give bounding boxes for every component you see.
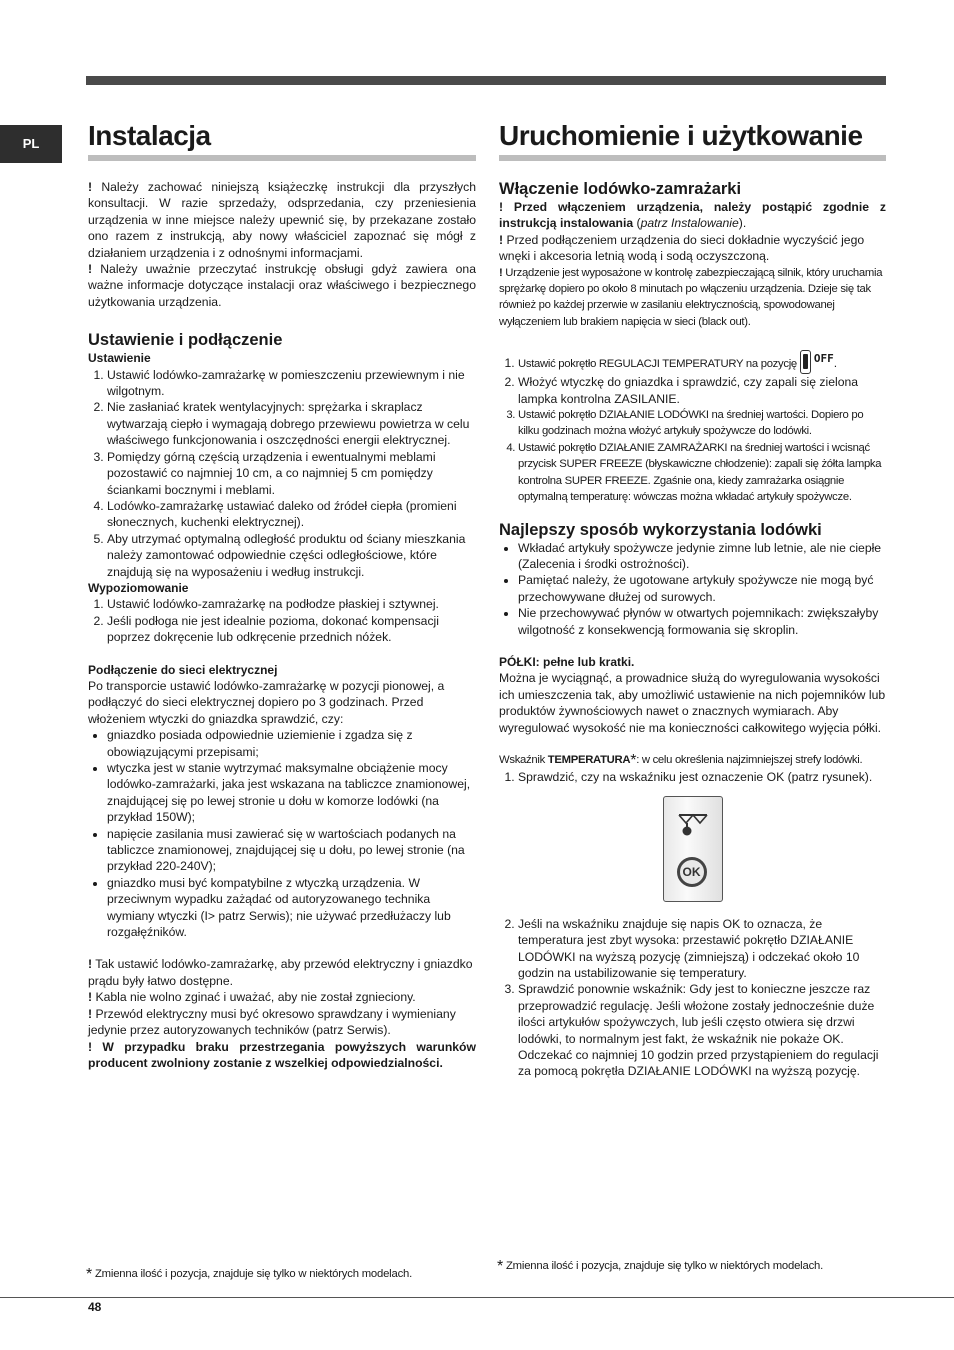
list-item: • gniazdko posiada odpowiednie uziemienie i zgadza się z obowiązującymi przepisami; (107, 727, 476, 760)
list-item: 3. Sprawdzić ponownie wskaźnik: Gdy jest to konieczne jeszcze raz przeprowadzić regulację. Jeśli włożone zostały jednocześnie duże ilości artykułów spożywczych, lub jeśli często otwiera się drzwi lodówki, to normalnym jest fakt, że wskaźnik nie pokaże OK. Odczekać co najmniej 10 godzin przed przystąpieniem do regulacji za pomocą pokrętła DZIAŁANIE LODÓWKI na wyższą pozycję. (518, 981, 886, 1079)
temperature-steps-1 (499, 769, 886, 785)
subheading-ustawienie: Ustawienie (88, 351, 151, 366)
list-item: • wtyczka jest w stanie wytrzymać maksymalne obciążenie mocy lodówko-zamrażarki, jaka jest wskazana na tabliczce znamionowej, znajdującej się po lewej stronie u dołu w komorze lodówki (na przykład 150W); (107, 760, 476, 826)
list-item: 1. Sprawdzić, czy na wskaźniku jest oznaczenie OK (patrz rysunek). (518, 769, 886, 785)
wypoziomowanie-list (88, 596, 476, 645)
list-item: 4. Ustawić pokrętło DZIAŁANIE ZAMRAŻARKI na średniej wartości i wcisnąć przycisk SUPER FREEZE (błyskawiczne chłodzenie): zapali się żółta lampka kontrolna SUPER FREEZE. Zgaśnie ona, kiedy zamrażarka osiągnie optymalną temperaturę: wówczas można wkładać artykuły spożywcze. (518, 440, 886, 506)
temperature-indicator-intro: Wskaźnik TEMPERATURA*: w celu określenia najzimniejszej strefy lodówki. (499, 751, 863, 769)
startup-steps (499, 350, 886, 505)
intro-paragraph-1: ! Należy zachować niniejszą książeczkę instrukcji dla przyszłych konsultacji. W razie sprzedaży, odsprzedania, czy przeniesienia urządzenia w inne miejsce należy upewnić się, by przekazane zostało ono razem z instrukcją, aby nowy właściciel zapoznać się mógł z działaniem urządzenia i z odnośnymi informacjami. (88, 180, 476, 260)
left-column (88, 118, 476, 1071)
heading-wlaczenie: Włączenie lodówko-zamrażarki (499, 180, 742, 198)
list-item: 5. Aby utrzymać optymalną odległość produktu od ściany mieszkania należy zamontować odpowiednie części odległościowe, które znajdują się na wyposażeniu i według instrukcji. (107, 531, 476, 580)
electric-intro: Po transporcie ustawić lodówko-zamrażarkę w pozycji pionowej, a podłączyć do sieci elektrycznej dopiero po 3 godzinach. Przed włożeniem wtyczki do gniazdka sprawdzić, czy: (88, 678, 445, 726)
shelves-paragraph: Można je wyciągnąć, a prowadnice służą do wyregulowania wysokości ich umieszczenia tak, aby umożliwić ustawienie na nich pojemników lub produktów żywnościowych nawet o znacznych wymiarach. Aby wyregulować wysokość nie ma konieczności całkowitego wyjęcia półki. (499, 671, 886, 735)
temperature-indicator-figure (663, 796, 723, 902)
heading-najlepszy-sposob: Najlepszy sposób wykorzystania lodówki (499, 520, 822, 539)
electric-checklist (88, 727, 476, 940)
section-title-uruchomienie: Uruchomienie i użytkowanie (499, 118, 886, 161)
bottom-rule (0, 1297, 954, 1298)
list-item: 4. Lodówko-zamrażarkę ustawiać daleko od źródeł ciepła (promieni słonecznych, kuchenki elektrycznej). (107, 498, 476, 531)
intro-paragraph-2: ! Należy uważnie przeczytać instrukcję obsługi gdyż zawiera ona ważne informacje dotyczące instalacji oraz właściwego i bezpiecznego użytkowania urządzenia. (88, 262, 476, 309)
warning-paragraph: ! Przewód elektryczny musi być okresowo sprawdzany i wymieniany jedynie przez autoryzowanych techników (patrz Serwis). (88, 1006, 456, 1038)
off-label: OFF (813, 352, 834, 366)
list-item: 3. Ustawić pokrętło DZIAŁANIE LODÓWKI na średniej wartości. Dopiero po kilku godzinach można włożyć artykuły spożywcze do lodówki. (518, 407, 886, 440)
section-title-instalacja: Instalacja (88, 118, 476, 161)
warning-paragraph: ! Tak ustawić lodówko-zamrażarkę, aby przewód elektryczny i gniazdko prądu były łatwo dostępne. (88, 957, 473, 988)
footnote-right: * Zmienna ilość i pozycja, znajduje się tylko w niektórych modelach. (497, 1258, 824, 1275)
list-item: • gniazdko musi być kompatybilne z wtyczką urządzenia. W przeciwnym wypadku zażądać od autoryzowanego technika wymiany wtyczki (I> patrz Serwis); nie używać przedłużaczy lub rozgałęźników. (107, 875, 476, 941)
thermostat-knob-icon (800, 350, 811, 374)
right-column (499, 118, 886, 1080)
warning-cleaning: ! Przed podłączeniem urządzenia do sieci dokładnie wyczyścić jego wnęki i akcesoria letnią wodą i sodą oczyszczoną. (499, 232, 865, 264)
ok-symbol-icon: OK (677, 857, 707, 887)
ustawienie-list (88, 367, 476, 580)
top-rule (86, 76, 886, 85)
list-item: • Nie przechowywać płynów w otwartych pojemnikach: zwiększałyby wilgotność z konsekwencją formowania się skroplin. (518, 605, 886, 638)
heading-ustawienie-podlaczenie: Ustawienie i podłączenie (88, 331, 283, 350)
list-item: • napięcie zasilania musi zawierać się w wartościach podanych na tabliczce znamionowej, znajdującej się u dołu, po lewej stronie (na przykład 220-240V); (107, 826, 476, 875)
liability-warning: ! W przypadku braku przestrzegania powyższych warunków producent zwolniony zostanie z wszelkiej odpowiedzialności. (88, 1039, 476, 1070)
list-item: • Pamiętać należy, że ugotowane artykuły spożywcze nie mogą być przechowywane dłużej od surowych. (518, 572, 886, 605)
list-item: 2. Włożyć wtyczkę do gniazdka i sprawdzić, czy zapali się zielona lampka kontrolna ZASILANIE. (518, 374, 886, 407)
warning-paragraph: ! Kabla nie wolno zginać i uważać, aby nie został zgnieciony. (88, 990, 416, 1005)
language-tab: PL (0, 125, 62, 163)
list-item: • Wkładać artykuły spożywcze jedynie zimne lub letnie, ale nie ciepłe (Zalecenia i środki ostrożności). (518, 540, 886, 573)
list-item: 2. Jeśli na wskaźniku znajduje się napis OK to oznacza, że temperatura jest zbyt wysoka: przestawić pokrętło DZIAŁANIE LODÓWKI na wyższą pozycję (zimniejszą) i odczekać około 10 godzin na ustabilizowanie się temperatury. (518, 916, 886, 982)
list-item: 1. Ustawić lodówko-zamrażarkę na podłodze płaskiej i sztywnej. (107, 596, 476, 612)
list-item: 3. Pomiędzy górną częścią urządzenia i ewentualnymi meblami pozostawić co najmniej 10 cm, a co najmniej 5 cm pomiędzy ściankami bocznymi i meblami. (107, 449, 476, 498)
temperature-steps-2 (499, 916, 886, 1080)
footnote-left: * Zmienna ilość i pozycja, znajduje się tylko w niektórych modelach. (86, 1266, 413, 1283)
subheading-podlaczenie-sieci: Podłączenie do sieci elektrycznej (88, 662, 278, 677)
subheading-polki: PÓŁKI: pełne lub kratki. (499, 654, 635, 669)
list-item: 2. Nie zasłaniać kratek wentylacyjnych: sprężarka i skraplacz wytwarzają ciepło i wymagają dobrego przewiewu powietrza w celu właściwego funkcjonowania i oszczędności energii elektrycznej. (107, 399, 476, 448)
best-use-list (499, 540, 886, 638)
list-item: 2. Jeśli podłoga nie jest idealnie pozioma, dokonać kompensacji poprzez dokręcenie lub odkręcenie przednich nóżek. (107, 613, 476, 646)
list-item: 1. Ustawić pokrętło REGULACJI TEMPERATURY na pozycję OFF. (518, 350, 886, 374)
subheading-wypoziomowanie: Wypoziomowanie (88, 580, 189, 595)
cold-zone-symbol-icon (676, 809, 710, 839)
warning-motor-protection: ! Urządzenie jest wyposażone w kontrolę zabezpieczającą silnik, który uruchamia sprężarkę dopiero po około 8 minutach po włączeniu urządzenia. Dzieje się tak również po każdej przerwie w zasilaniu elektrycznością, spowodowanej wyłączeniem lub brakiem napięcia w sieci (black out). (499, 266, 883, 328)
list-item: 1. Ustawić lodówko-zamrażarkę w pomieszczeniu przewiewnym i nie wilgotnym. (107, 367, 476, 400)
warning-before-start: ! Przed włączeniem urządzenia, należy postąpić zgodnie z instrukcją instalowania (patrz Instalowanie). (499, 200, 886, 231)
page-number: 48 (88, 1300, 102, 1314)
